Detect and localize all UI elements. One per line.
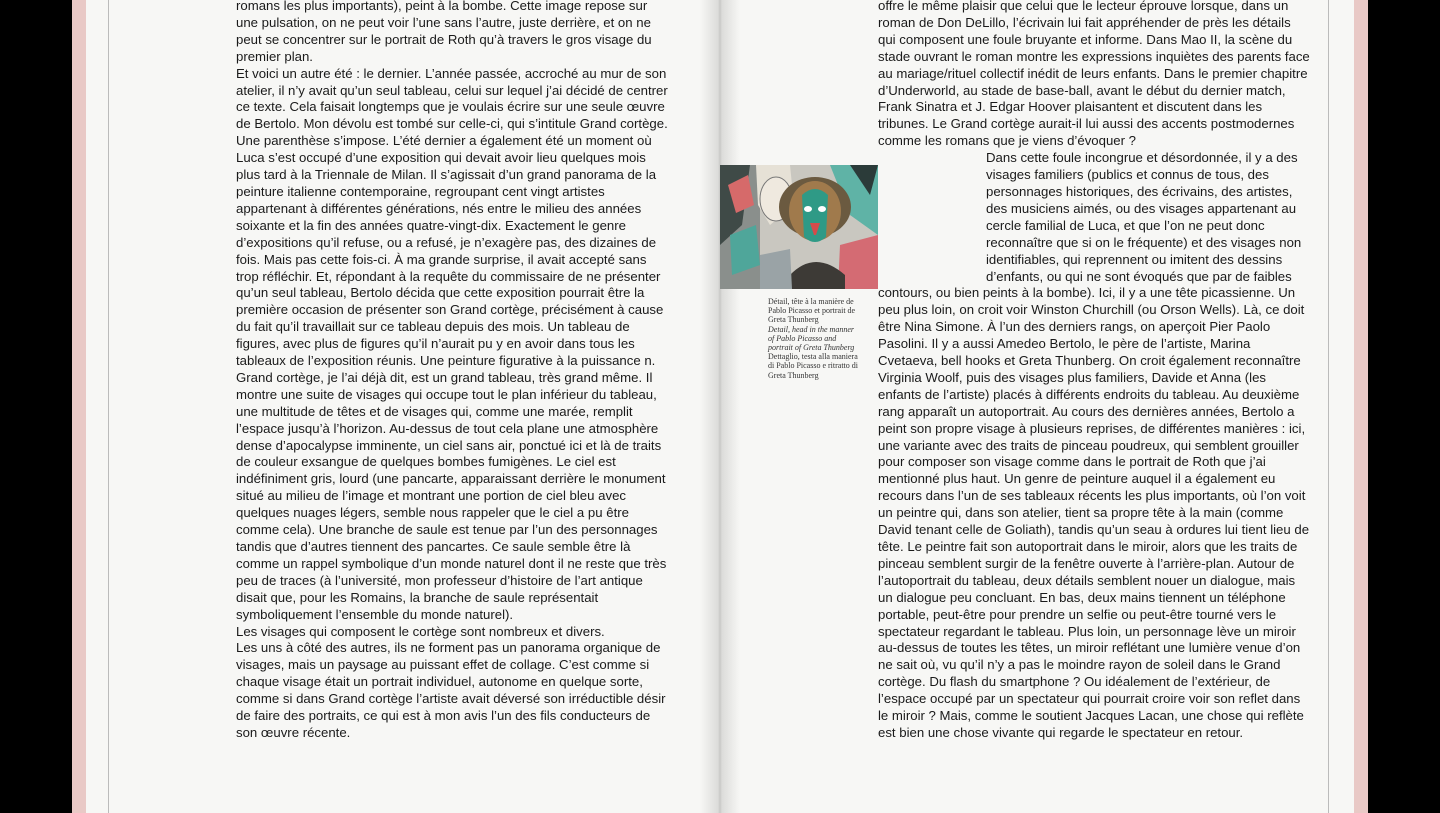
caption-italian: Dettaglio, testa alla maniera di Pablo Picasso e ritratto di Greta Thunberg: [768, 352, 858, 380]
page-edge-right: [1354, 0, 1368, 813]
right-column-text: [878, 0, 1310, 742]
figure-wrap-space: [878, 150, 986, 285]
paragraph: offre le même plaisir que celui que le lecteur éprouve lorsque, dans un roman de Don DeLillo, l’écrivain lui fait appréhender de près les détails qui composent une foule bruyante et informe. Dans Mao II, la scène du stade ouvrant le roman montre les expressions inquiètes des parents face au mariage/rituel collectif inédit de leurs enfants. Dans le premier chapitre d’Underworld, au stade de base-ball, avant le début du dernier match, Frank Sinatra et J. Edgar Hoover plaisantent et discutent dans les tribunes. Le Grand cortège aurait-il lui aussi des accents postmodernes comme les romans que je viens d’évoquer ?: [878, 0, 1310, 149]
left-column-text: [236, 0, 672, 742]
caption-english: Detail, head in the manner of Pablo Picasso and portrait of Greta Thunberg: [768, 324, 855, 353]
paragraph: Et voici un autre été : le dernier. L’année passée, accroché au mur de son atelier, il n’y avait qu’un seul tableau, celui sur lequel j’ai décidé de centrer ce texte. Cela faisait longtemps que je voulais écrire sur une seule œuvre de Bertolo. Mon dévolu est tombé sur celle-ci, qui s’intitule Grand cortège.: [236, 65, 668, 132]
paragraph: Les uns à côté des autres, ils ne forment pas un panorama organique de visages, mais un paysage au puissant effet de collage. C’est comme si chaque visage était un portrait individuel, autonome en quelque sorte, comme si dans Grand cortège l’artiste avait déversé son irréductible désir de faire des portraits, ce qui est à mon avis l’un des fils conducteurs de son œuvre récente.: [236, 640, 666, 740]
scan-border-left: [108, 0, 109, 813]
image-caption: [768, 297, 858, 380]
painting-detail-graphic: [720, 165, 878, 289]
paragraph: Les visages qui composent le cortège sont nombreux et divers.: [236, 623, 605, 639]
paragraph: Grand cortège, je l’ai déjà dit, est un grand tableau, très grand même. Il montre une suite de visages qui occupe tout le plan inférieur du tableau, une multitude de têtes et de visages qui, comme une marée, remplit l’espace jusqu’à l’horizon. Au-dessus de tout cela plane une atmosphère dense d’apocalypse imminente, un ciel sans air, ponctué ici et là de traits de couleur exsangue de quelques bombes fumigènes. Le ciel est indéfiniment gris, lourd (une pancarte, apparaissant derrière le monument situé au milieu de l’image et montrant une portion de ciel bleu avec quelques nuages légers, semble nous rappeler que le ciel a pu être comme cela). Une branche de saule est tenue par l’un des personnages tandis que d’autres tiennent des pancartes. Ce saule semble être là comme un rappel symbolique d’un monde naturel dont il ne reste que très peu de traces (à l’université, mon professeur d’histoire de l’art antique disait que, pour les Romains, la branche de saule représentait symboliquement l’ensemble du monde naturel).: [236, 369, 667, 622]
book-gutter: [700, 0, 740, 813]
paragraph: Dans cette foule incongrue et désordonnée, il y a des visages familiers (publics et connus de tous, des personnages historiques, des écrivains, des artistes, des musiciens aimés, ou des visages appartenant au cercle familial de Luca, et que l’on ne peut donc reconnaître que si on le fréquente) et des visages non identifiables, qui reprennent ou imitent des dessins d’enfants, ou qui ne sont évoqués que par de faibles contours, ou bien peints à la bombe). Ici, il y a une tête picassienne. Un peu plus loin, on croit voir Winston Churchill (ou Orson Wells). Là, ce doit être Nina Simone. À l’un des derniers rangs, on aperçoit Pier Paolo Pasolini. Il y a aussi Amedeo Bertolo, le père de l’artiste, Marina Cvetaeva, bell hooks et Greta Thunberg. On croit également reconnaître Virginia Woolf, puis des visages plus familiers, Davide et Anna (les enfants de l’artiste) placés à différents endroits du tableau. Au deuxième rang apparaît un autoportrait. Au cours des dernières années, Bertolo a peint son propre visage à plusieurs reprises, de différentes manières : ici, une variante avec des traits de pinceau poudreux, qui semblent grouiller pour composer son visage comme dans le portrait de Roth que j’ai mentionné plus haut. Un genre de peinture auquel il a également eu recours dans l’un de ses tableaux récents les plus importants, où l’on voit un peintre qui, dans son atelier, tient sa propre tête à la main (comme David tenant celle de Goliath), tandis qu’un seau à ordures lui tient lieu de tête. Le peintre fait son autoportrait dans le miroir, alors que les traits de pinceau semblent surgir de la fenêtre ouverte à l’arrière-plan. Autour de l’autoportrait du tableau, deux détails semblent nouer un dialogue, mais un dialogue peu concluant. En bas, deux mains tiennent un téléphone portable, peut-être pour prendre un selfie ou peut-être tourné vers le spectateur regardant le tableau. Plus loin, un personnage lève un miroir au-dessus de toutes les têtes, un miroir reflétant une lumière venue d’on ne sait où, vu qu’il n’y a pas le moindre rayon de soleil dans le Grand cortège. Du flash du smartphone ? Ou idéalement de l’extérieur, de l’espace occupé par un spectateur qui pourrait croire voir son reflet dans le miroir ? Mais, comme le soutient Jacques Lacan, une chose qui reflète est bien une chose vivante qui regarde le spectateur en retour.: [878, 150, 1310, 740]
scan-border-right: [1328, 0, 1329, 813]
page-edge-left: [72, 0, 86, 813]
artwork-detail-image: [720, 165, 878, 289]
paragraph: Une parenthèse s’impose. L’été dernier a également été un moment où Luca s’est occupé d’une exposition qui devait avoir lieu quelques mois plus tard à la Triennale de Milan. Il s’agissait d’un grand panorama de la peinture italienne contemporaine, regroupant cent vingt artistes appartenant à différentes générations, nés entre le milieu des années soixante et la fin des années quatre-vingt-dix. Exactement le genre d’expositions qu’il refuse, ou a refusé, je n’exagère pas, des dizaines de fois. Mais pas cette fois-ci. À ma grande surprise, il avait accepté sans trop réfléchir. Et, répondant à la requête du commissaire de ne présenter qu’un seul tableau, Bertolo décida que cette exposition pourrait être la première occasion de présenter son Grand cortège, précisément à cause du fait qu’il travaillait sur ce tableau depuis des mois. Un tableau de figures, avec plus de figures qu’il n’aurait pu y en avoir dans tous les tableaux de l’exposition réunis. Une peinture figurative à la puissance n.: [236, 133, 664, 369]
paragraph: romans les plus importants), peint à la bombe. Cette image repose sur une pulsation, on ne peut voir l’une sans l’autre, juste derrière, et on ne peut se concentrer sur le portrait de Roth qu’à travers le gros visage du premier plan.: [236, 0, 652, 64]
caption-french: Détail, tête à la manière de Pablo Picasso et portrait de Greta Thunberg: [768, 297, 856, 325]
